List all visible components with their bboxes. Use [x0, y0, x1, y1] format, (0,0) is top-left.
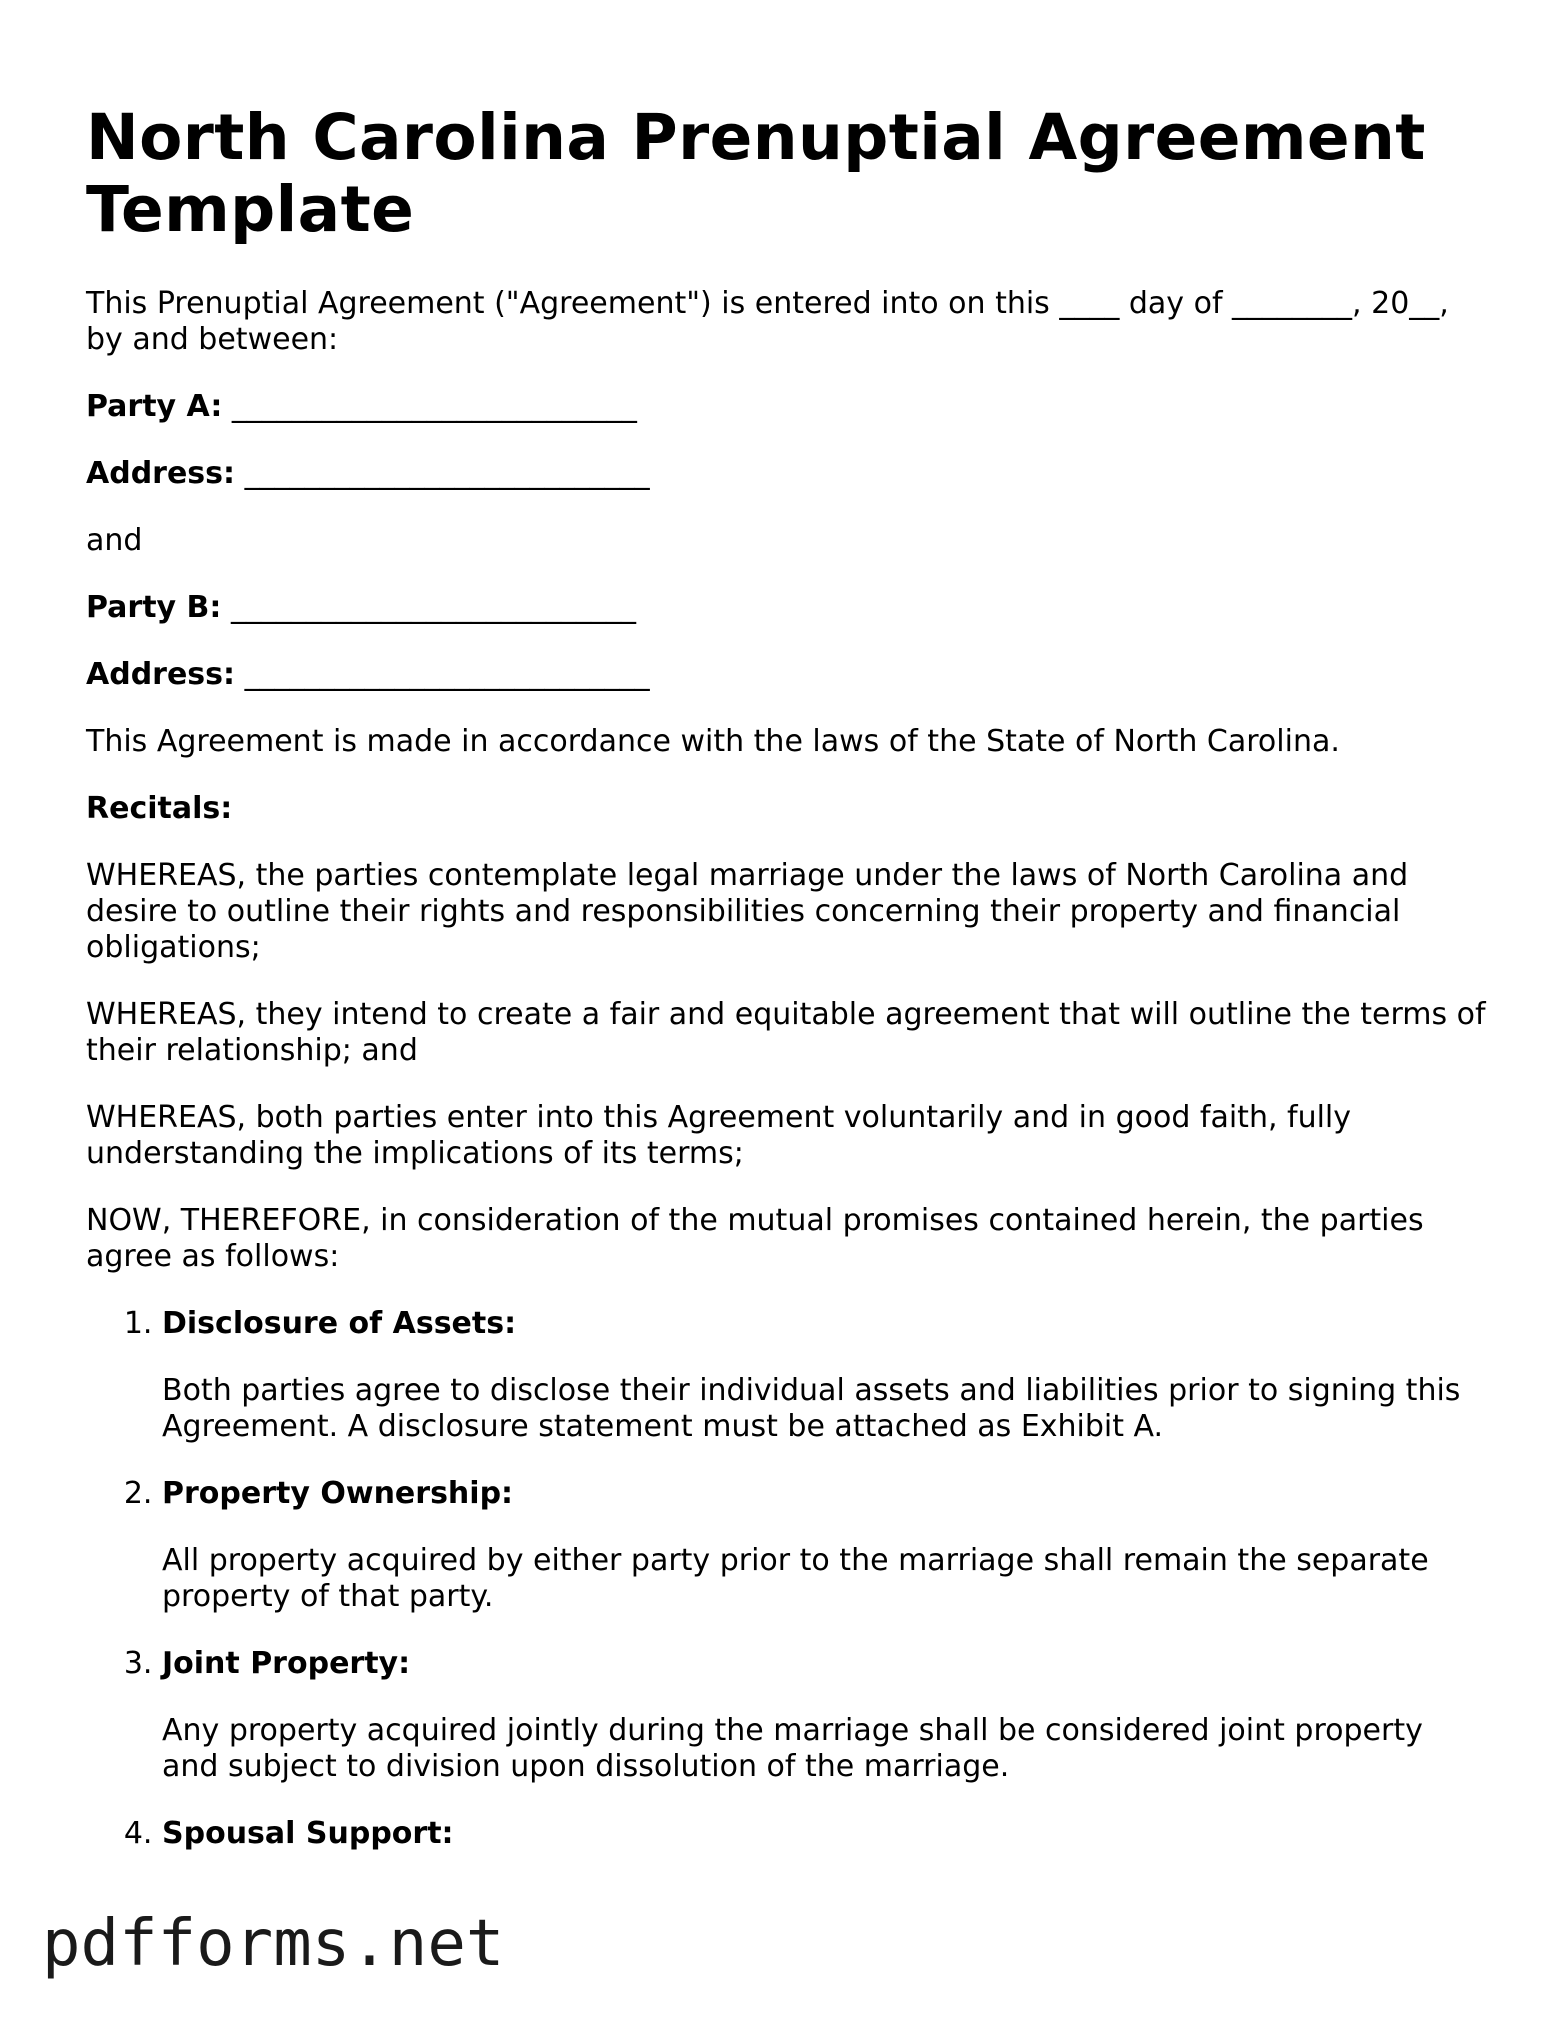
section-title: 3. Joint Property: [162, 1646, 411, 1681]
section-title: 4. Spousal Support: [162, 1816, 454, 1851]
section-title: 2. Property Ownership: [162, 1476, 514, 1511]
governing-law-paragraph: This Agreement is made in accordance with the laws of the State of North Carolina. [86, 724, 1340, 759]
intro-paragraph: This Prenuptial Agreement ("Agreement") is entered into on this ____ day of ________, 20__, by and between: [86, 286, 1449, 357]
and-text: and [86, 523, 143, 558]
party-b-field [86, 590, 1486, 626]
page-title: North Carolina Prenuptial Agreement Template [86, 101, 1426, 246]
party-a-blank: ___________________________ [231, 389, 637, 424]
section-title: 1. Disclosure of Assets: [162, 1306, 517, 1341]
agreement-sections-list [86, 1306, 1486, 1852]
recitals-heading: Recitals: [86, 791, 233, 826]
section-body: Both parties agree to disclose their individual assets and liabilities prior to signing this Agreement. A disclosure statement must be attached as Exhibit A. [162, 1373, 1461, 1444]
document-page [86, 102, 1486, 1883]
section-body: All property acquired by either party prior to the marriage shall remain the separate property of that party. [162, 1543, 1429, 1614]
party-a-field [86, 389, 1486, 425]
recital-paragraph: WHEREAS, the parties contemplate legal marriage under the laws of North Carolina and desire to outline their rights and responsibilities concerning their property and financial obligations; [86, 858, 1409, 965]
section-item [162, 1476, 1486, 1615]
now-therefore-paragraph: NOW, THEREFORE, in consideration of the mutual promises contained herein, the parties agree as follows: [86, 1203, 1424, 1274]
section-item [162, 1306, 1486, 1445]
party-b-label: Party B: [86, 590, 222, 625]
party-b-blank: ___________________________ [230, 590, 636, 625]
party-a-label: Party A: [86, 389, 223, 424]
section-item [162, 1646, 1486, 1785]
recital-paragraph: WHEREAS, both parties enter into this Agreement voluntarily and in good faith, fully understanding the implications of its terms; [86, 1100, 1352, 1171]
party-a-address-blank: ___________________________ [244, 456, 650, 491]
recital-paragraph: WHEREAS, they intend to create a fair and equitable agreement that will outline the terms of their relationship; and [86, 997, 1486, 1068]
section-item [162, 1816, 1486, 1852]
party-b-address-label: Address: [86, 657, 236, 692]
watermark-logo: pdfforms.net [42, 1907, 505, 1981]
party-b-address-field [86, 657, 1486, 693]
party-a-address-field [86, 456, 1486, 492]
party-b-address-blank: ___________________________ [244, 657, 650, 692]
party-a-address-label: Address: [86, 456, 236, 491]
section-body: Any property acquired jointly during the marriage shall be considered joint property and subject to division upon dissolution of the marriage. [162, 1713, 1423, 1784]
